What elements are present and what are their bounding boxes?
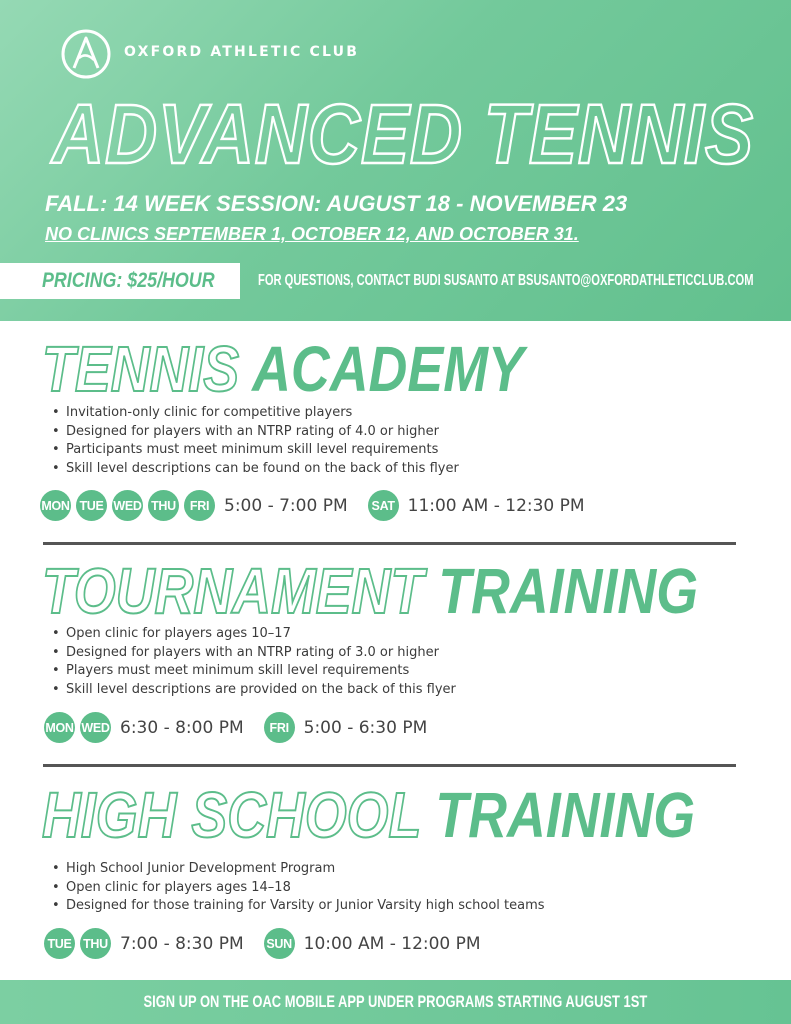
day-badge-thu: THU <box>80 928 111 959</box>
section-title-tennis-academy <box>42 333 524 405</box>
day-badge-sat: SAT <box>368 490 399 521</box>
footer-signup-text: SIGN UP ON THE OAC MOBILE APP UNDER PROGRAMS STARTING AUGUST 1ST <box>143 992 648 1011</box>
day-badge-mon: MON <box>44 712 75 743</box>
list-item: • Skill level descriptions are provided on the back of this flyer <box>50 681 456 700</box>
list-item: • Designed for those training for Varsity or Junior Varsity high school teams <box>50 897 545 916</box>
bullet-list-tournament-training <box>50 625 456 699</box>
section-title-outline: HIGH SCHOOL <box>42 779 421 851</box>
footer-banner <box>0 980 791 1024</box>
club-logo-icon <box>60 28 112 80</box>
club-name: OXFORD ATHLETIC CLUB <box>124 44 360 60</box>
list-item: • Designed for players with an NTRP rating of 3.0 or higher <box>50 644 456 663</box>
section-title-solid: TRAINING <box>435 779 696 851</box>
session-dates: FALL: 14 WEEK SESSION: AUGUST 18 - NOVEMBER 23 <box>45 191 628 216</box>
list-item: • High School Junior Development Program <box>50 860 545 879</box>
time-range: 7:00 - 8:30 PM <box>120 933 244 954</box>
time-range: 11:00 AM - 12:30 PM <box>407 495 585 516</box>
list-item: • Skill level descriptions can be found on the back of this flyer <box>50 460 459 479</box>
pricing-text: PRICING: $25/HOUR <box>42 269 215 292</box>
schedule-tournament-training <box>44 712 447 743</box>
contact-info: FOR QUESTIONS, CONTACT BUDI SUSANTO AT BSUSANTO@OXFORDATHLETICCLUB.COM <box>258 272 754 289</box>
no-clinics-notice: NO CLINICS SEPTEMBER 1, OCTOBER 12, AND OCTOBER 31. <box>45 224 579 244</box>
day-badge-fri: FRI <box>264 712 295 743</box>
schedule-tennis-academy <box>40 490 605 521</box>
section-title-tournament-training <box>42 555 699 627</box>
section-divider <box>43 764 736 767</box>
time-range: 10:00 AM - 12:00 PM <box>303 933 481 954</box>
footer-text <box>0 992 791 1012</box>
header-banner <box>0 0 791 321</box>
section-divider <box>43 542 736 545</box>
section-title-solid: ACADEMY <box>252 333 524 405</box>
section-title-outline: TOURNAMENT <box>42 555 424 627</box>
day-badge-sun: SUN <box>264 928 295 959</box>
list-item: • Participants must meet minimum skill level requirements <box>50 441 459 460</box>
list-item: • Open clinic for players ages 14–18 <box>50 879 545 898</box>
day-badge-mon: MON <box>40 490 71 521</box>
day-badge-tue: TUE <box>76 490 107 521</box>
list-item: • Open clinic for players ages 10–17 <box>50 625 456 644</box>
bullet-list-high-school-training <box>50 860 545 916</box>
day-badge-wed: WED <box>112 490 143 521</box>
time-range: 5:00 - 7:00 PM <box>224 495 348 516</box>
day-badge-fri: FRI <box>184 490 215 521</box>
section-title-high-school-training <box>42 779 696 851</box>
schedule-high-school-training <box>44 928 501 959</box>
list-item: • Players must meet minimum skill level requirements <box>50 662 456 681</box>
page-title: ADVANCED TENNIS <box>52 87 754 181</box>
day-badge-thu: THU <box>148 490 179 521</box>
day-badge-tue: TUE <box>44 928 75 959</box>
list-item: • Invitation-only clinic for competitive players <box>50 404 459 423</box>
time-range: 5:00 - 6:30 PM <box>303 717 428 738</box>
day-badge-wed: WED <box>80 712 111 743</box>
section-title-outline: TENNIS <box>42 333 240 405</box>
list-item: • Designed for players with an NTRP rating of 4.0 or higher <box>50 423 459 442</box>
time-range: 6:30 - 8:00 PM <box>120 717 244 738</box>
bullet-list-tennis-academy <box>50 404 459 478</box>
section-title-solid: TRAINING <box>438 555 699 627</box>
